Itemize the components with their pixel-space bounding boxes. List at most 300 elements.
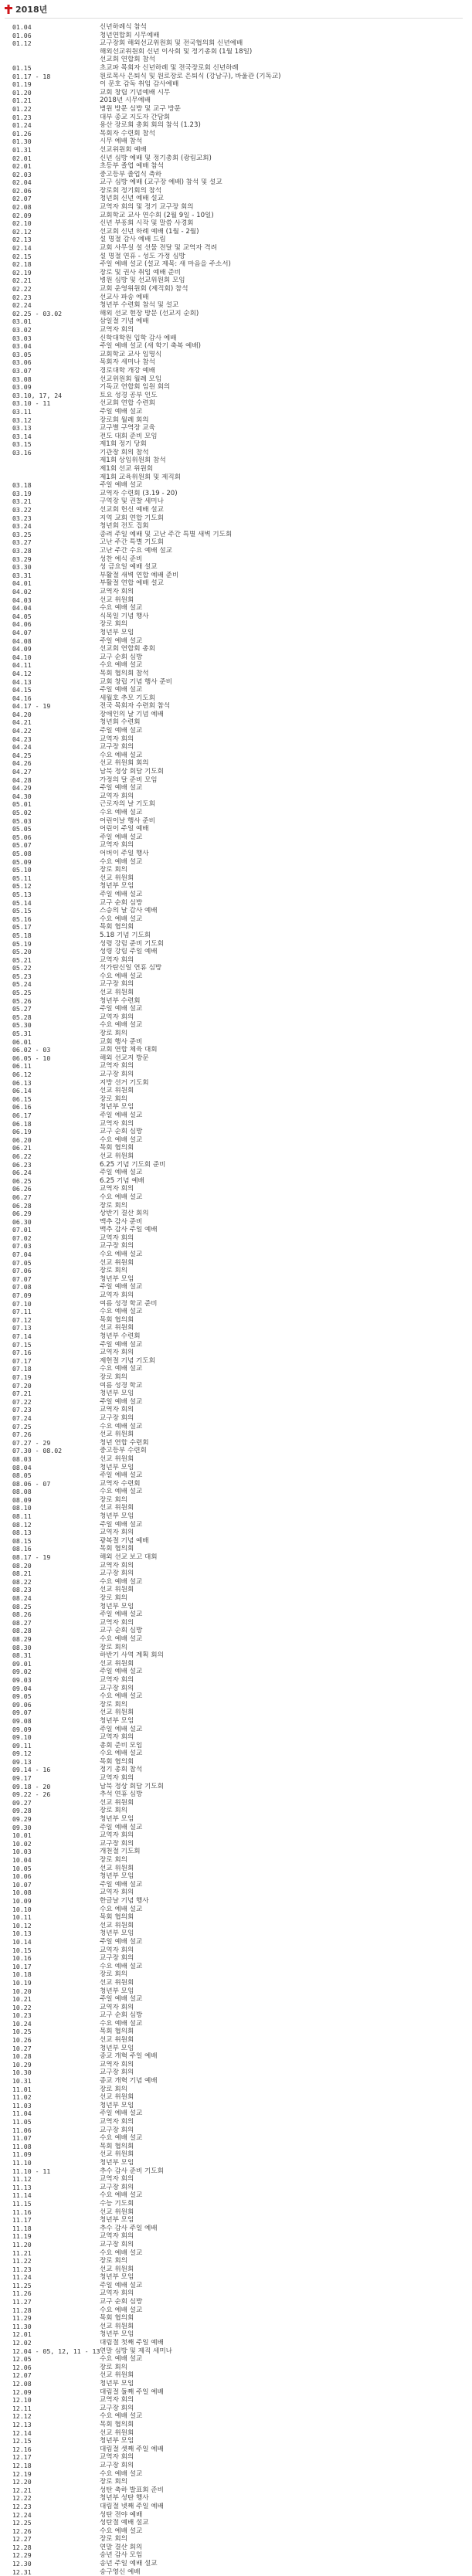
- schedule-text: 수요 예배 설교: [100, 1365, 143, 1373]
- schedule-row: [12, 1799, 464, 1807]
- schedule-date: 08.16: [12, 1545, 32, 1553]
- schedule-date: 10.19: [12, 1978, 32, 1987]
- schedule-text: 선교사 파송 예배: [100, 293, 149, 301]
- schedule-date: 10.29: [12, 2060, 32, 2069]
- schedule-row: [12, 1414, 464, 1423]
- schedule-text: 가정의 달 준비 모임: [100, 776, 158, 784]
- schedule-row: [12, 1979, 464, 1987]
- schedule-date: 08.28: [12, 1627, 32, 1635]
- schedule-row: [12, 1152, 464, 1161]
- schedule-date: 12.18: [12, 2461, 32, 2469]
- schedule-date: 04.05: [12, 612, 32, 620]
- schedule-row: [12, 465, 464, 473]
- schedule-row: [12, 342, 464, 351]
- schedule-date: 04.25: [12, 751, 32, 759]
- schedule-row: [12, 874, 464, 883]
- schedule-row: [12, 187, 464, 195]
- schedule-row: [12, 1562, 464, 1570]
- schedule-date: 04.03: [12, 596, 32, 604]
- schedule-date: 09.22 - 26: [12, 1790, 51, 1799]
- schedule-text: 선교회 연합회 참석: [100, 56, 155, 64]
- schedule-text: 청년회 신년 예배 설교: [100, 195, 164, 203]
- schedule-row: [12, 375, 464, 384]
- schedule-row: [12, 1464, 464, 1472]
- schedule-text: 교역자 회의: [100, 1062, 134, 1071]
- schedule-row: [12, 2527, 464, 2536]
- schedule-text: 교역자 회의: [100, 955, 134, 964]
- schedule-date: 09.30: [12, 1823, 32, 1831]
- schedule-row: [12, 2045, 464, 2053]
- schedule-row: [12, 2371, 464, 2380]
- schedule-text: 토요 성경 공부 인도: [100, 391, 158, 399]
- schedule-date: 05.18: [12, 931, 32, 939]
- schedule-row: [12, 2551, 464, 2560]
- schedule-row: [12, 1594, 464, 1603]
- schedule-row: [12, 1922, 464, 1930]
- schedule-text: 선교 위원회: [100, 1921, 134, 1929]
- schedule-row: [12, 154, 464, 163]
- schedule-date: 08.21: [12, 1570, 32, 1578]
- schedule-date: 04.15: [12, 686, 32, 694]
- schedule-text: 교구장 회의: [100, 2069, 134, 2077]
- schedule-date: 03.29: [12, 555, 32, 563]
- schedule-date: 11.17: [12, 2216, 32, 2225]
- schedule-text: 주일 예배 설교: [100, 1995, 143, 2004]
- schedule-date: 12.29: [12, 2551, 32, 2560]
- schedule-date: 10.06: [12, 1872, 32, 1881]
- schedule-text: 청년부 수련회: [100, 1332, 141, 1340]
- schedule-date: 08.15: [12, 1536, 32, 1545]
- schedule-text: 여름 성경 학교 준비: [100, 1299, 158, 1308]
- schedule-date: 10.03: [12, 1848, 32, 1856]
- schedule-row: [12, 2347, 464, 2356]
- schedule-date: 03.10 - 11: [12, 399, 51, 408]
- schedule-text: 선교위원회 월례 모임: [100, 375, 162, 383]
- schedule-text: 6.25 기념 기도회 준비: [100, 1160, 166, 1169]
- schedule-date: 04.07: [12, 628, 32, 636]
- schedule-text: 선교 위원회: [100, 596, 134, 604]
- schedule-date: 09.12: [12, 1750, 32, 1758]
- schedule-date: 02.04: [12, 178, 32, 187]
- schedule-date: 10.26: [12, 2036, 32, 2045]
- schedule-date: 02.08: [12, 203, 32, 212]
- schedule-text: 수요 예배 설교: [100, 1634, 143, 1643]
- schedule-row: [12, 735, 464, 744]
- schedule-date: 11.03: [12, 2101, 32, 2109]
- schedule-date: 07.14: [12, 1332, 32, 1340]
- schedule-date: 01.23: [12, 113, 32, 121]
- schedule-row: [12, 2159, 464, 2167]
- schedule-text: 교회 행사 준비: [100, 1037, 143, 1046]
- schedule-row: [12, 1774, 464, 1783]
- schedule-text: 주일 예배 설교 (새 학기 축복 예배): [100, 342, 202, 351]
- schedule-date: 07.19: [12, 1373, 32, 1381]
- schedule-date: 06.25: [12, 1176, 32, 1185]
- schedule-row: [12, 1390, 464, 1398]
- schedule-text: 장로 회의: [100, 1267, 127, 1275]
- schedule-row: [12, 481, 464, 490]
- schedule-text: 교역자 수련회: [100, 1479, 141, 1488]
- schedule-date: 12.11: [12, 2404, 32, 2412]
- schedule-date: 02.07: [12, 195, 32, 203]
- schedule-date: 05.06: [12, 833, 32, 841]
- schedule-row: [12, 2086, 464, 2094]
- schedule-text: 수요 예배 설교: [100, 1962, 143, 1970]
- schedule-row: [12, 1431, 464, 1439]
- schedule-row: [12, 334, 464, 343]
- schedule-date: 11.07: [12, 2134, 32, 2143]
- schedule-row: [12, 1537, 464, 1546]
- schedule-row: [12, 531, 464, 539]
- schedule-text: 어버이 주일 행사: [100, 849, 149, 857]
- schedule-text: 장로 회의: [100, 1201, 127, 1210]
- schedule-text: 연말 결산 회의: [100, 2543, 143, 2551]
- schedule-date: 12.08: [12, 2380, 32, 2388]
- schedule-date: 12.25: [12, 2519, 32, 2527]
- schedule-date: 08.09: [12, 1495, 32, 1504]
- schedule-text: 수요 예배 설교: [100, 1308, 143, 1316]
- schedule-date: 05.24: [12, 980, 32, 989]
- schedule-text: 청년부 모임: [100, 1463, 134, 1471]
- schedule-row: [12, 1087, 464, 1095]
- schedule-text: 5.18 기념 기도회: [100, 931, 151, 939]
- schedule-date: 03.27: [12, 538, 32, 547]
- schedule-date: 05.02: [12, 809, 32, 816]
- schedule-text: 선교 위원회: [100, 2322, 134, 2330]
- schedule-text: 기관장 회의 참석: [100, 448, 149, 456]
- schedule-text: 선교 위원회: [100, 1258, 134, 1267]
- schedule-row: [12, 497, 464, 506]
- schedule-date: 08.08: [12, 1488, 32, 1496]
- schedule-text: 교회 사무실 설 선물 전달 및 교역자 격려: [100, 244, 217, 253]
- schedule-row: [12, 1341, 464, 1349]
- schedule-text: 교회 운영위원회 (제직회) 참석: [100, 285, 188, 293]
- schedule-text: 장로 회의: [100, 1030, 127, 1038]
- schedule-text: 목회 협의회: [100, 1913, 134, 1922]
- schedule-date: 08.22: [12, 1577, 32, 1586]
- schedule-date: 07.20: [12, 1381, 32, 1390]
- schedule-date: 05.09: [12, 857, 32, 866]
- schedule-text: 선교 위원회: [100, 2428, 134, 2437]
- schedule-row: [12, 1504, 464, 1512]
- schedule-row: [12, 2364, 464, 2372]
- schedule-date: 10.12: [12, 1921, 32, 1929]
- schedule-date: 06.12: [12, 1071, 32, 1078]
- schedule-row: [12, 1177, 464, 1186]
- schedule-text: 교구장 회의: [100, 2183, 134, 2191]
- schedule-text: 어린이 주일 예배: [100, 825, 149, 833]
- schedule-row: [12, 653, 464, 662]
- schedule-text: 장로 회의: [100, 620, 127, 629]
- schedule-text: 수요 예배 설교: [100, 1135, 143, 1144]
- schedule-text: 제1회 정기 당회: [100, 440, 147, 449]
- schedule-text: 근로자의 날 기도회: [100, 800, 155, 809]
- schedule-text: 주일 예배 설교: [100, 1340, 143, 1349]
- schedule-row: [12, 2503, 464, 2511]
- schedule-text: 교구 순회 심방: [100, 2011, 143, 2020]
- schedule-row: [12, 1455, 464, 1464]
- schedule-row: [12, 972, 464, 981]
- schedule-text: 교역자 회의: [100, 1529, 134, 1537]
- schedule-date: 09.09: [12, 1725, 32, 1733]
- schedule-date: 04.10: [12, 653, 32, 661]
- schedule-row: [12, 1275, 464, 1284]
- schedule-row: [12, 1480, 464, 1488]
- schedule-date: 09.01: [12, 1659, 32, 1668]
- schedule-date: 04.08: [12, 636, 32, 645]
- schedule-text: 교역자 회의: [100, 2289, 134, 2298]
- schedule-text: 장로 회의: [100, 1856, 127, 1864]
- schedule-row: [12, 514, 464, 523]
- schedule-date: 08.11: [12, 1512, 32, 1521]
- schedule-text: 지방 선거 기도회: [100, 1078, 149, 1087]
- schedule-text: 선교 위원회: [100, 1978, 134, 1987]
- schedule-date: 01.21: [12, 97, 32, 105]
- schedule-row: [12, 1807, 464, 1815]
- schedule-row: [12, 301, 464, 310]
- schedule-text: 맥추 감사 준비: [100, 1217, 143, 1226]
- schedule-date: 10.25: [12, 2028, 32, 2036]
- schedule-row: [12, 1610, 464, 1619]
- schedule-text: 목회자 수련회 참석: [100, 129, 155, 137]
- schedule-text: 교역자 회의: [100, 1831, 134, 1840]
- schedule-row: [12, 2191, 464, 2200]
- schedule-text: 장로 회의: [100, 2478, 127, 2486]
- schedule-row: [12, 1954, 464, 1963]
- schedule-text: 선교 위원회: [100, 1431, 134, 1439]
- schedule-row: [12, 1692, 464, 1701]
- schedule-date: 07.15: [12, 1340, 32, 1349]
- schedule-row: [12, 637, 464, 646]
- schedule-row: [12, 825, 464, 833]
- schedule-row: [12, 1349, 464, 1357]
- schedule-text: 기독교 연합회 임원 회의: [100, 383, 171, 392]
- schedule-date: 01.06: [12, 31, 32, 39]
- schedule-text: 총회 준비 모임: [100, 1741, 143, 1750]
- schedule-text: 교역자 회의: [100, 325, 134, 334]
- schedule-row: [12, 317, 464, 326]
- schedule-row: [12, 2568, 464, 2576]
- schedule-text: 주일 예배 설교: [100, 1937, 143, 1946]
- schedule-row: [12, 171, 464, 179]
- schedule-text: 개천절 기도회: [100, 1848, 141, 1856]
- schedule-row: [12, 1831, 464, 1840]
- schedule-date: 06.14: [12, 1087, 32, 1095]
- schedule-date: 05.11: [12, 874, 32, 882]
- schedule-row: [12, 596, 464, 605]
- schedule-row: [12, 351, 464, 359]
- schedule-text: 주일 예배 설교: [100, 1169, 143, 1177]
- schedule-text: 용산 장로회 총회 회의 참석 (1.23): [100, 121, 201, 130]
- schedule-text: 중고등부 수련회: [100, 1447, 147, 1455]
- schedule-date: 03.05: [12, 350, 32, 358]
- year-header: [5, 3, 47, 15]
- schedule-date: 03.24: [12, 522, 32, 531]
- schedule-row: [12, 2511, 464, 2520]
- schedule-row: [12, 1733, 464, 1742]
- schedule-text: 청년회 전도 집회: [100, 522, 149, 531]
- schedule-row: [12, 1758, 464, 1767]
- schedule-text: 장로 회의: [100, 1807, 127, 1815]
- schedule-text: 선교 위원회: [100, 2208, 134, 2216]
- schedule-text: 대림절 넷째 주일 예배: [100, 2502, 164, 2510]
- schedule-date: 03.13: [12, 424, 32, 433]
- schedule-row: [12, 1267, 464, 1275]
- schedule-text: 종교 개혁 주일 예배: [100, 2052, 158, 2061]
- schedule-text: 목회 협의회: [100, 1757, 134, 1766]
- schedule-row: [12, 1726, 464, 1734]
- schedule-row: [12, 702, 464, 711]
- schedule-text: 대부 종교 지도자 간담회: [100, 113, 171, 121]
- schedule-text: 교구장회 해외선교위원회 및 전국협의회 신년예배: [100, 39, 243, 48]
- schedule-date: 05.15: [12, 907, 32, 915]
- schedule-text: 6.25 기념 예배: [100, 1176, 144, 1185]
- schedule-date: [12, 48, 100, 56]
- schedule-row: [12, 661, 464, 670]
- schedule-row: [12, 1872, 464, 1881]
- schedule-text: 청년부 수련회: [100, 996, 141, 1005]
- schedule-date: 07.12: [12, 1315, 32, 1324]
- schedule-date: 08.27: [12, 1618, 32, 1627]
- schedule-date: 05.23: [12, 972, 32, 980]
- schedule-text: 대림절 셋째 주일 예배: [100, 2445, 164, 2453]
- schedule-date: 03.08: [12, 375, 32, 383]
- schedule-row: [12, 1300, 464, 1308]
- schedule-text: 추수 감사 준비 기도회: [100, 2167, 164, 2175]
- schedule-row: [12, 1079, 464, 1088]
- schedule-date: 08.20: [12, 1561, 32, 1570]
- schedule-row: [12, 2486, 464, 2495]
- schedule-text: 성령 강림 준비 기도회: [100, 939, 164, 948]
- schedule-date: 09.17: [12, 1774, 32, 1783]
- schedule-row: [12, 572, 464, 580]
- schedule-text: 시무 예배 참석: [100, 137, 143, 146]
- schedule-date: [12, 456, 100, 465]
- schedule-text: 청년부 모임: [100, 1872, 134, 1881]
- schedule-row: [12, 1815, 464, 1824]
- schedule-row: [12, 1521, 464, 1529]
- schedule-date: 03.22: [12, 506, 32, 514]
- schedule-date: 04.23: [12, 735, 32, 743]
- schedule-row: [12, 2175, 464, 2184]
- schedule-text: 신년 부흥회 시작 및 말씀 사경회: [100, 219, 194, 228]
- schedule-date: 03.21: [12, 497, 32, 506]
- schedule-row: [12, 2069, 464, 2077]
- schedule-row: [12, 1987, 464, 1996]
- schedule-row: [12, 858, 464, 867]
- schedule-text: 주일 예배 설교: [100, 2281, 143, 2289]
- schedule-row: [12, 850, 464, 858]
- schedule-text: 주일 예배 설교: [100, 833, 143, 841]
- schedule-row: [12, 2028, 464, 2036]
- schedule-text: 교역자 회의: [100, 1185, 134, 1193]
- schedule-date: 06.15: [12, 1095, 32, 1103]
- schedule-date: 12.31: [12, 2568, 32, 2576]
- schedule-date: 12.05: [12, 2355, 32, 2364]
- schedule-date: 06.13: [12, 1078, 32, 1087]
- schedule-row: [12, 2118, 464, 2126]
- schedule-row: [12, 32, 464, 40]
- schedule-date: 09.04: [12, 1684, 32, 1692]
- schedule-row: [12, 2150, 464, 2159]
- schedule-date: 05.20: [12, 948, 32, 956]
- schedule-date: 11.13: [12, 2183, 32, 2191]
- schedule-row: [12, 833, 464, 842]
- schedule-text: 교회 연합 체육 대회: [100, 1046, 158, 1054]
- schedule-row: [12, 367, 464, 375]
- schedule-text: 주일 예배 설교: [100, 784, 143, 792]
- schedule-date: 04.04: [12, 604, 32, 613]
- schedule-date: 06.30: [12, 1217, 32, 1226]
- schedule-text: 상반기 결산 회의: [100, 1210, 149, 1218]
- schedule-text: 목회 협의회: [100, 2314, 134, 2323]
- schedule-row: [12, 1766, 464, 1774]
- schedule-text: 설 명절 연휴 - 성도 가정 심방: [100, 252, 185, 260]
- schedule-date: 07.21: [12, 1390, 32, 1398]
- schedule-text: 교역자 회의: [100, 2003, 134, 2011]
- schedule-date: 09.03: [12, 1675, 32, 1684]
- schedule-date: 10.18: [12, 1970, 32, 1979]
- schedule-row: [12, 899, 464, 908]
- schedule-text: 수요 예배 설교: [100, 809, 143, 816]
- schedule-row: [12, 743, 464, 752]
- schedule-date: 03.12: [12, 416, 32, 424]
- schedule-text: 주일 예배 설교: [100, 890, 143, 898]
- schedule-row: [12, 408, 464, 416]
- schedule-text: 수요 예배 설교: [100, 1422, 143, 1431]
- schedule-list: [12, 23, 464, 2576]
- schedule-row: [12, 1210, 464, 1218]
- schedule-date: 10.30: [12, 2069, 32, 2077]
- schedule-row: [12, 620, 464, 629]
- schedule-row: [12, 1046, 464, 1054]
- schedule-row: [12, 980, 464, 989]
- schedule-text: 어린이날 행사 준비: [100, 816, 155, 825]
- schedule-row: [12, 563, 464, 572]
- schedule-text: 해외 선교 현장 방문 (선교지 순회): [100, 309, 199, 317]
- schedule-row: [12, 1021, 464, 1030]
- schedule-text: 선교 위원회 회의: [100, 759, 149, 768]
- schedule-date: 03.19: [12, 489, 32, 497]
- schedule-date: 07.02: [12, 1234, 32, 1242]
- schedule-text: 선교위원회 예배: [100, 145, 147, 154]
- schedule-row: [12, 768, 464, 776]
- schedule-date: 10.01: [12, 1831, 32, 1840]
- schedule-date: 03.28: [12, 547, 32, 555]
- schedule-text: 청년부 모임: [100, 1103, 134, 1112]
- schedule-text: 선교회 연합 수련회: [100, 399, 155, 408]
- schedule-text: 송구영신 예배: [100, 2568, 141, 2576]
- schedule-row: [12, 2282, 464, 2290]
- schedule-row: [12, 1742, 464, 1750]
- schedule-date: 03.16: [12, 448, 32, 456]
- schedule-date: 09.02: [12, 1668, 32, 1676]
- schedule-date: 04.13: [12, 677, 32, 686]
- schedule-text: 종교 개혁 기념 예배: [100, 2077, 158, 2086]
- schedule-date: 01.31: [12, 145, 32, 154]
- schedule-date: 09.29: [12, 1815, 32, 1824]
- header-divider: [5, 18, 463, 19]
- schedule-date: 05.21: [12, 955, 32, 964]
- schedule-date: 03.07: [12, 366, 32, 375]
- schedule-date: 10.10: [12, 1905, 32, 1913]
- schedule-row: [12, 1005, 464, 1013]
- schedule-row: [12, 629, 464, 637]
- schedule-text: 선교 위원회: [100, 2150, 134, 2159]
- schedule-row: [12, 1103, 464, 1112]
- schedule-text: 교역자 회의: [100, 2453, 134, 2462]
- schedule-date: 05.22: [12, 964, 32, 972]
